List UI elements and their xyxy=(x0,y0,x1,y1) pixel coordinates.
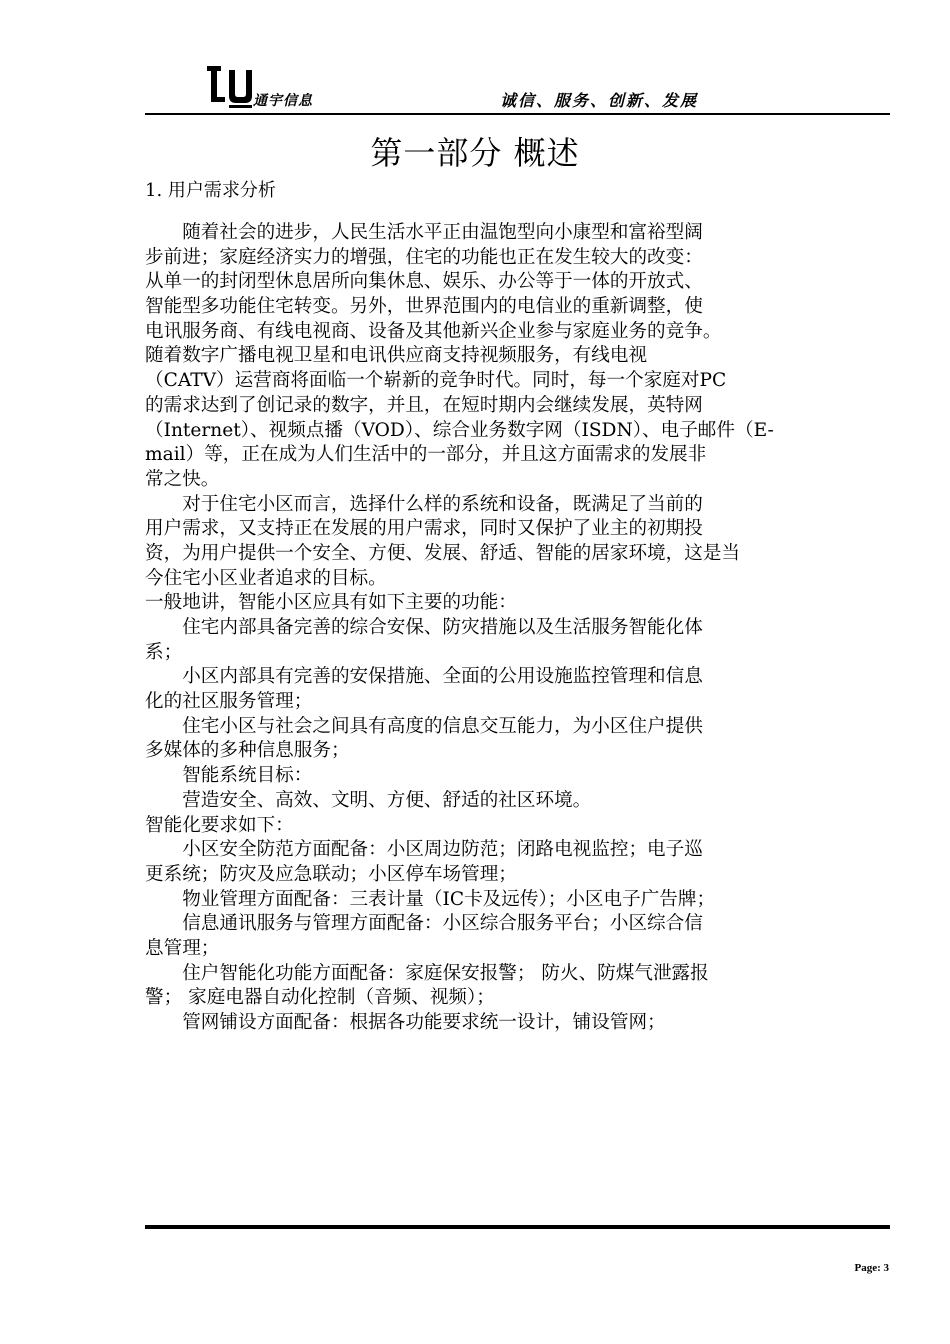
text-line: 随着社会的进步，人民生活水平正由温饱型向小康型和富裕型阔 xyxy=(145,222,703,243)
page-number: Page: 3 xyxy=(854,1262,889,1274)
text-line: 今住宅小区业者追求的目标。 xyxy=(145,567,387,589)
company-name: 通宇信息 xyxy=(253,93,313,109)
text-line: 警； 家庭电器自动化控制（音频、视频）； xyxy=(145,987,495,1009)
text-line: 住宅小区与社会之间具有高度的信息交互能力，为小区住户提供 xyxy=(145,715,703,737)
text-line: 住宅内部具备完善的综合安保、防灾措施以及生活服务智能化体 xyxy=(145,617,703,638)
text-line: 化的社区服务管理； xyxy=(145,691,313,713)
text-line: 管网铺设方面配备：根据各功能要求统一设计，铺设管网； xyxy=(145,1012,666,1033)
text-line: 物业管理方面配备：三表计量（IC卡及远传）；小区电子广告牌； xyxy=(145,888,716,910)
text-line: 电讯服务商、有线电视商、设备及其他新兴企业参与家庭业务的竞争。 xyxy=(145,320,722,342)
text-line: 更系统；防灾及应急联动；小区停车场管理； xyxy=(145,863,517,885)
text-line: 多媒体的多种信息服务； xyxy=(145,740,350,762)
body-text xyxy=(145,221,830,1036)
text-line: 资，为用户提供一个安全、方便、发展、舒适、智能的居家环境，这是当 xyxy=(145,542,741,564)
page-header xyxy=(145,62,890,114)
text-line: 智能型多功能住宅转变。另外，世界范围内的电信业的重新调整，使 xyxy=(145,296,703,318)
text-line: （CATV）运营商将面临一个崭新的竞争时代。同时，每一个家庭对PC xyxy=(145,370,727,392)
text-line: 智能系统目标： xyxy=(145,765,313,787)
header-divider xyxy=(145,113,890,115)
text-line: 用户需求，又支持正在发展的用户需求，同时又保护了业主的初期投 xyxy=(145,518,703,540)
text-line: 常之快。 xyxy=(145,468,220,490)
text-line: 智能化要求如下： xyxy=(145,814,294,836)
text-line: 从单一的封闭型休息居所向集休息、娱乐、办公等于一体的开放式、 xyxy=(145,271,703,293)
text-line: 对于住宅小区而言，选择什么样的系统和设备，既满足了当前的 xyxy=(145,493,703,515)
text-line: 系； xyxy=(145,641,183,663)
company-logo-icon xyxy=(207,66,257,110)
text-line: 的需求达到了创记录的数字，并且，在短时期内会继续发展，英特网 xyxy=(145,394,703,416)
text-line: 步前进；家庭经济实力的增强，住宅的功能也正在发生较大的改变： xyxy=(145,246,703,268)
text-line: 一般地讲，智能小区应具有如下主要的功能： xyxy=(145,592,517,614)
text-line: （Internet）、视频点播（VOD）、综合业务数字网（ISDN）、电子邮件（E- xyxy=(145,419,774,441)
text-line: mail）等，正在成为人们生活中的一部分，并且这方面需求的发展非 xyxy=(145,444,707,466)
text-line: 小区内部具有完善的安保措施、全面的公用设施监控管理和信息 xyxy=(145,666,703,688)
text-line: 小区安全防范方面配备：小区周边防范；闭路电视监控；电子巡 xyxy=(145,839,703,861)
text-line: 随着数字广播电视卫星和电讯供应商支持视频服务，有线电视 xyxy=(145,345,648,367)
section-heading: 1. 用户需求分析 xyxy=(145,180,276,201)
header-slogan: 诚信、服务、创新、发展 xyxy=(500,91,699,110)
text-line: 信息通讯服务与管理方面配备：小区综合服务平台；小区综合信 xyxy=(145,913,703,935)
footer-divider xyxy=(145,1225,890,1229)
page-title: 第一部分 概述 xyxy=(370,134,580,172)
text-line: 息管理； xyxy=(145,937,220,959)
text-line: 住户智能化功能方面配备：家庭保安报警； 防火、防煤气泄露报 xyxy=(145,962,709,984)
text-line: 营造安全、高效、文明、方便、舒适的社区环境。 xyxy=(145,789,592,811)
